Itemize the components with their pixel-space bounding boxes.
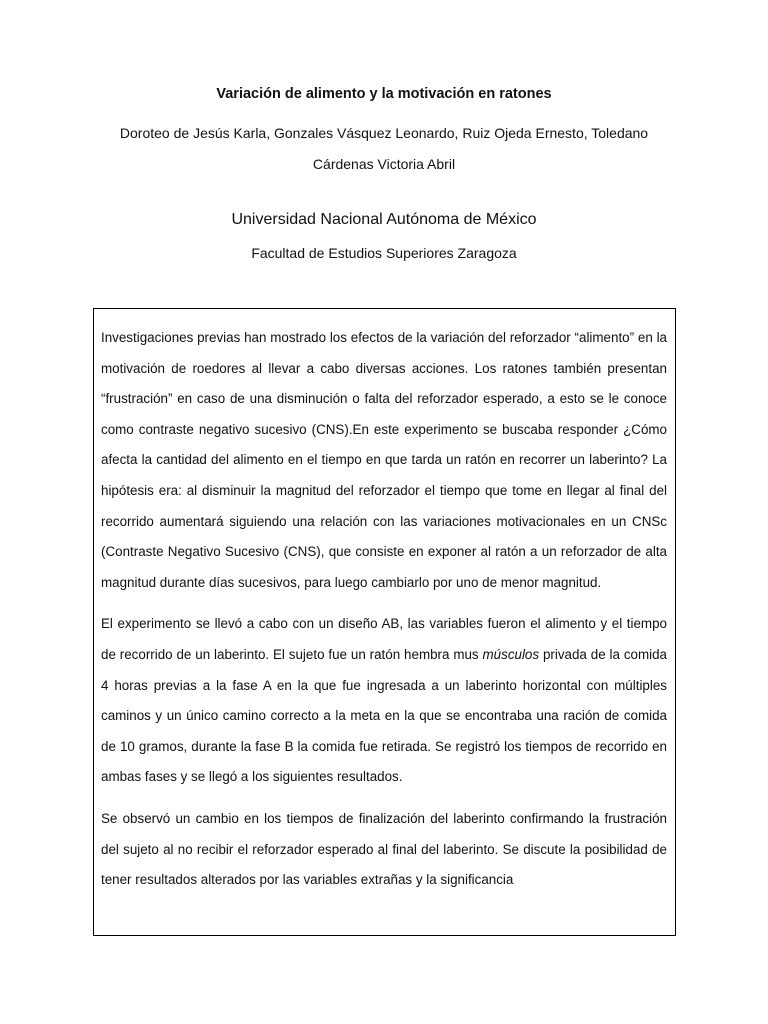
abstract-body <box>94 309 675 896</box>
abstract-box <box>93 308 676 936</box>
faculty-name: Facultad de Estudios Superiores Zaragoza <box>251 245 517 261</box>
abstract-paragraph-1: Investigaciones previas han mostrado los efectos de la variación del reforzador “alimento” en la motivación de roedores al llevar a cabo diversas acciones. Los ratones también presentan “frustración” en caso de una disminución o falta del reforzador esperado, a esto se le conoce como contraste negativo sucesivo (CNS).En este experimento se buscaba responder ¿Cómo afecta la cantidad del alimento en el tiempo en que tarda un ratón en recorrer un laberinto? La hipótesis era: al disminuir la magnitud del reforzador el tiempo que tome en llegar al final del recorrido aumentará siguiendo una relación con las variaciones motivacionales en un CNSc (Contraste Negativo Sucesivo (CNS), que consiste en exponer al ratón a un reforzador de alta magnitud durante días sucesivos, para luego cambiarlo por uno de menor magnitud. <box>101 330 667 590</box>
university-name: Universidad Nacional Autónoma de México <box>231 211 537 228</box>
abstract-paragraph-2-text-start: El experimento se llevó a cabo con un diseño AB, las variables fueron el alimento y el tiempo de recorrido de un laberinto. El sujeto fue un ratón hembra mus <box>101 616 667 662</box>
abstract-paragraph-3: Se observó un cambio en los tiempos de finalización del laberinto confirmando la frustración del sujeto al no recibir el reforzador esperado al final del laberinto. Se discute la posibilidad de tener resultados alterados por las variables extrañas y la significancia <box>101 810 667 888</box>
species-name-italic: músculos <box>482 646 540 662</box>
document-title: Variación de alimento y la motivación en ratones <box>216 86 552 102</box>
abstract-paragraph-2-text-end: privada de la comida 4 horas previas a la fase A en la que fue ingresada a un laberinto horizontal con múltiples caminos y un único camino correcto a la meta en la que se encontraba una ración de comida de 10 gramos, durante la fase B la comida fue retirada. Se registró los tiempos de recorrido en ambas fases y se llegó a los siguientes resultados. <box>101 646 667 785</box>
abstract-paragraph-2 <box>101 609 667 793</box>
author-list: Doroteo de Jesús Karla, Gonzales Vásquez Leonardo, Ruiz Ojeda Ernesto, Toledano Cárdenas Victoria Abril <box>119 125 649 172</box>
